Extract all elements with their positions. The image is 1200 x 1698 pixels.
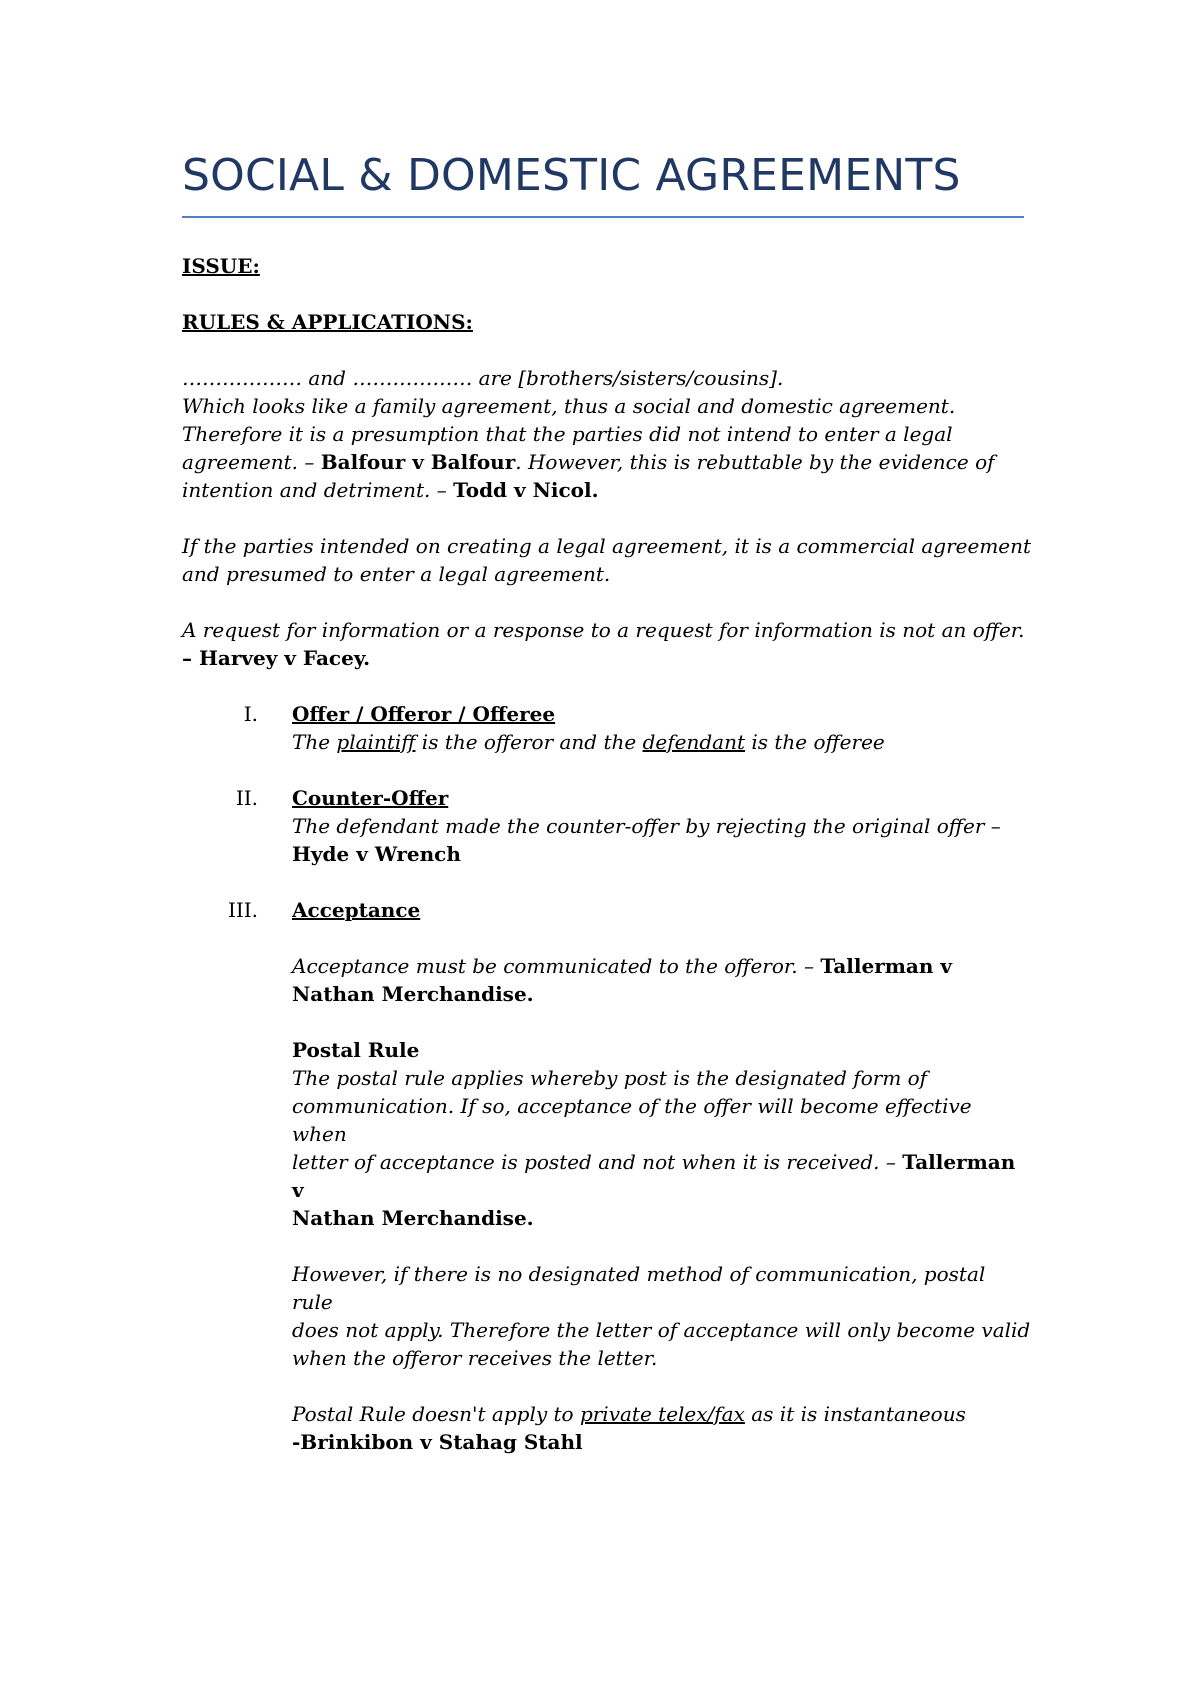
para1-line3: Therefore it is a presumption that the parties did not intend to enter a legal (182, 422, 953, 446)
case-tallerman-cont: Nathan Merchandise. (292, 982, 534, 1006)
para3-line1: A request for information or a response to a request for information is not an offer. (182, 618, 1025, 642)
list-numeral: II. (235, 786, 258, 810)
issue-heading: ISSUE: (182, 254, 260, 278)
telex-line (292, 1400, 1032, 1428)
list-item-acceptance (182, 896, 1032, 1456)
text-run: The (292, 730, 337, 754)
text-run: is the offeror and the (415, 730, 643, 754)
text-run: letter of acceptance is posted and not when it is received. – (292, 1150, 903, 1174)
however-line2: does not apply. Therefore the letter of acceptance will only become valid (292, 1318, 1031, 1342)
para1-line4-rest: . However, this is rebuttable by the evidence of (515, 450, 995, 474)
case-tallerman: Tallerman v (820, 954, 952, 978)
underlined-telex: private telex/fax (579, 1402, 745, 1426)
para1-line5-text: intention and detriment. – (182, 478, 454, 502)
item-heading: Counter-Offer (292, 786, 449, 810)
text-run: Acceptance must be communicated to the offeror. – (292, 954, 821, 978)
underlined-plaintiff: plaintiff (336, 730, 416, 754)
underlined-defendant: defendant (642, 730, 745, 754)
case-tallerman: Tallerman v (292, 1150, 1016, 1202)
list-numeral: I. (243, 702, 258, 726)
para1-line4 (182, 448, 1032, 476)
text-run: is the offeree (744, 730, 885, 754)
para1-line4-text: agreement. – (182, 450, 321, 474)
case-balfour: Balfour v Balfour (320, 450, 516, 474)
however-line3: when the offeror receives the letter. (292, 1346, 658, 1370)
however-line1: However, if there is no designated method of communication, postal rule (292, 1262, 986, 1314)
paragraph-family-agreement (182, 364, 1032, 504)
paragraph-commercial-agreement (182, 532, 1032, 588)
case-todd: Todd v Nicol. (453, 478, 599, 502)
para1-line2: Which looks like a family agreement, thus a social and domestic agreement. (182, 394, 956, 418)
text-run: as it is instantaneous (744, 1402, 966, 1426)
list-item-counter-offer (182, 784, 1032, 868)
document-body (182, 252, 1032, 1456)
item-heading: Acceptance (292, 898, 421, 922)
title-underline (182, 216, 1024, 218)
case-hyde: Hyde v Wrench (292, 842, 461, 866)
list-numeral: III. (227, 898, 258, 922)
item-heading: Offer / Offeror / Offeree (292, 702, 556, 726)
postal-line2: communication. If so, acceptance of the offer will become effective when (292, 1094, 972, 1146)
para1-line1: ……………… and ……………… are [brothers/sisters/cousins]. (182, 366, 784, 390)
case-tallerman-cont: Nathan Merchandise. (292, 1206, 534, 1230)
rules-heading: RULES & APPLICATIONS: (182, 310, 473, 334)
acceptance-line1 (292, 952, 1032, 980)
paragraph-request-info (182, 616, 1032, 672)
item-text: The defendant made the counter-offer by rejecting the original offer – (292, 814, 1001, 838)
postal-line3 (292, 1148, 1032, 1204)
case-harvey: – Harvey v Facey. (182, 646, 371, 670)
para2-line1: If the parties intended on creating a legal agreement, it is a commercial agreement (182, 534, 1032, 558)
postal-line1: The postal rule applies whereby post is the designated form of (292, 1066, 928, 1090)
postal-rule-heading: Postal Rule (292, 1038, 420, 1062)
text-run: Postal Rule doesn't apply to (292, 1402, 580, 1426)
para2-line2: and presumed to enter a legal agreement. (182, 562, 611, 586)
item-text (292, 728, 1032, 756)
case-brinkibon: -Brinkibon v Stahag Stahl (292, 1430, 583, 1454)
document-title: SOCIAL & DOMESTIC AGREEMENTS (182, 150, 961, 201)
para1-line5 (182, 476, 1032, 504)
list-item-offer (182, 700, 1032, 756)
